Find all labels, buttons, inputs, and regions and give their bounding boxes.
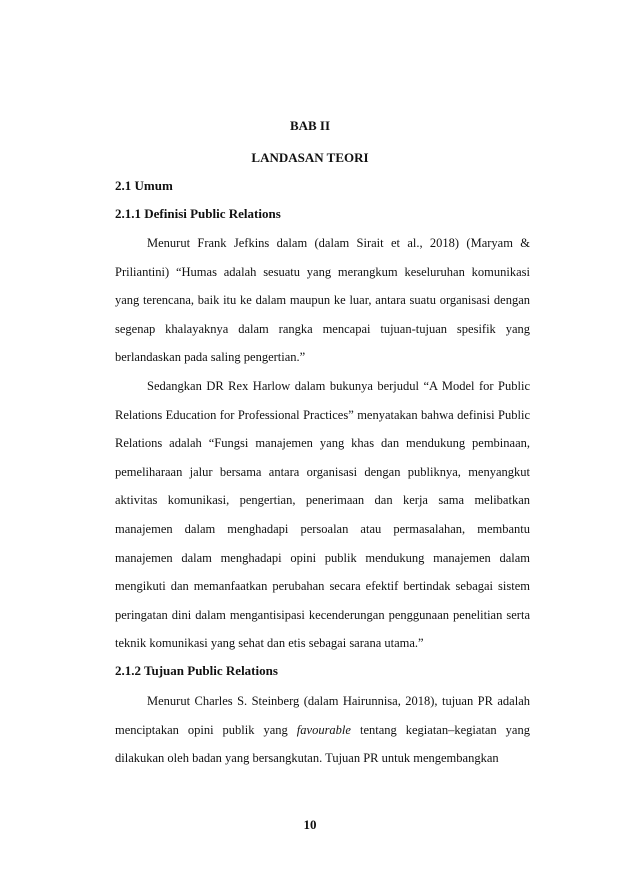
paragraph-harlow: Sedangkan DR Rex Harlow dalam bukunya berjudul “A Model for Public Relations Education for Professional Practices” menyatakan bahwa definisi Public Relations adalah “Fungsi manajemen yang khas dan mendukung pembinaan, pemeliharaan jalur bersama antara organisasi dengan publiknya, menyangkut aktivitas komunikasi, pengertian, penerimaan dan kerja sama melibatkan manajemen dalam menghadapi persoalan atau permasalahan, membantu manajemen dalam menghadapi opini publik mendukung manajemen dalam mengikuti dan memanfaatkan perubahan secara efektif bertindak sebagai sistem peringatan dini dalam mengantisipasi kecenderungan penggunaan penelitian serta teknik komunikasi yang sehat dan etis sebagai sarana utama.”: [115, 378, 530, 651]
section-heading-definisi: 2.1.1 Definisi Public Relations: [115, 206, 281, 221]
page-number: 10: [303, 817, 317, 832]
purpose-text-block: [115, 687, 530, 773]
paragraph-steinberg: [115, 687, 530, 773]
definition-text-block: [115, 229, 530, 658]
chapter-title: BAB II: [289, 118, 331, 133]
section-heading-umum: 2.1 Umum: [115, 178, 173, 193]
paragraph-steinberg-part1: Menurut Charles S. Steinberg (dalam Hairunnisa, 2018), tujuan PR adalah menciptakan opini publik yang: [115, 694, 530, 737]
paragraph-jefkins: Menurut Frank Jefkins dalam (dalam Sirait et al., 2018) (Maryam & Priliantini) “Humas adalah sesuatu yang merangkum keseluruhan komunikasi yang terencana, baik itu ke dalam maupun ke luar, antara suatu organisasi dengan segenap khalayaknya dalam rangka mencapai tujuan-tujuan spesifik yang berlandaskan pada saling pengertian.”: [115, 236, 530, 365]
section-heading-tujuan: 2.1.2 Tujuan Public Relations: [115, 663, 278, 678]
favourable-italic: favourable: [296, 722, 351, 737]
chapter-subtitle: LANDASAN TEORI: [251, 150, 369, 165]
paragraph-steinberg-part2: tentang kegiatan–kegiatan yang dilakukan oleh badan yang bersangkutan. Tujuan PR untuk mengembangkan: [115, 722, 530, 766]
